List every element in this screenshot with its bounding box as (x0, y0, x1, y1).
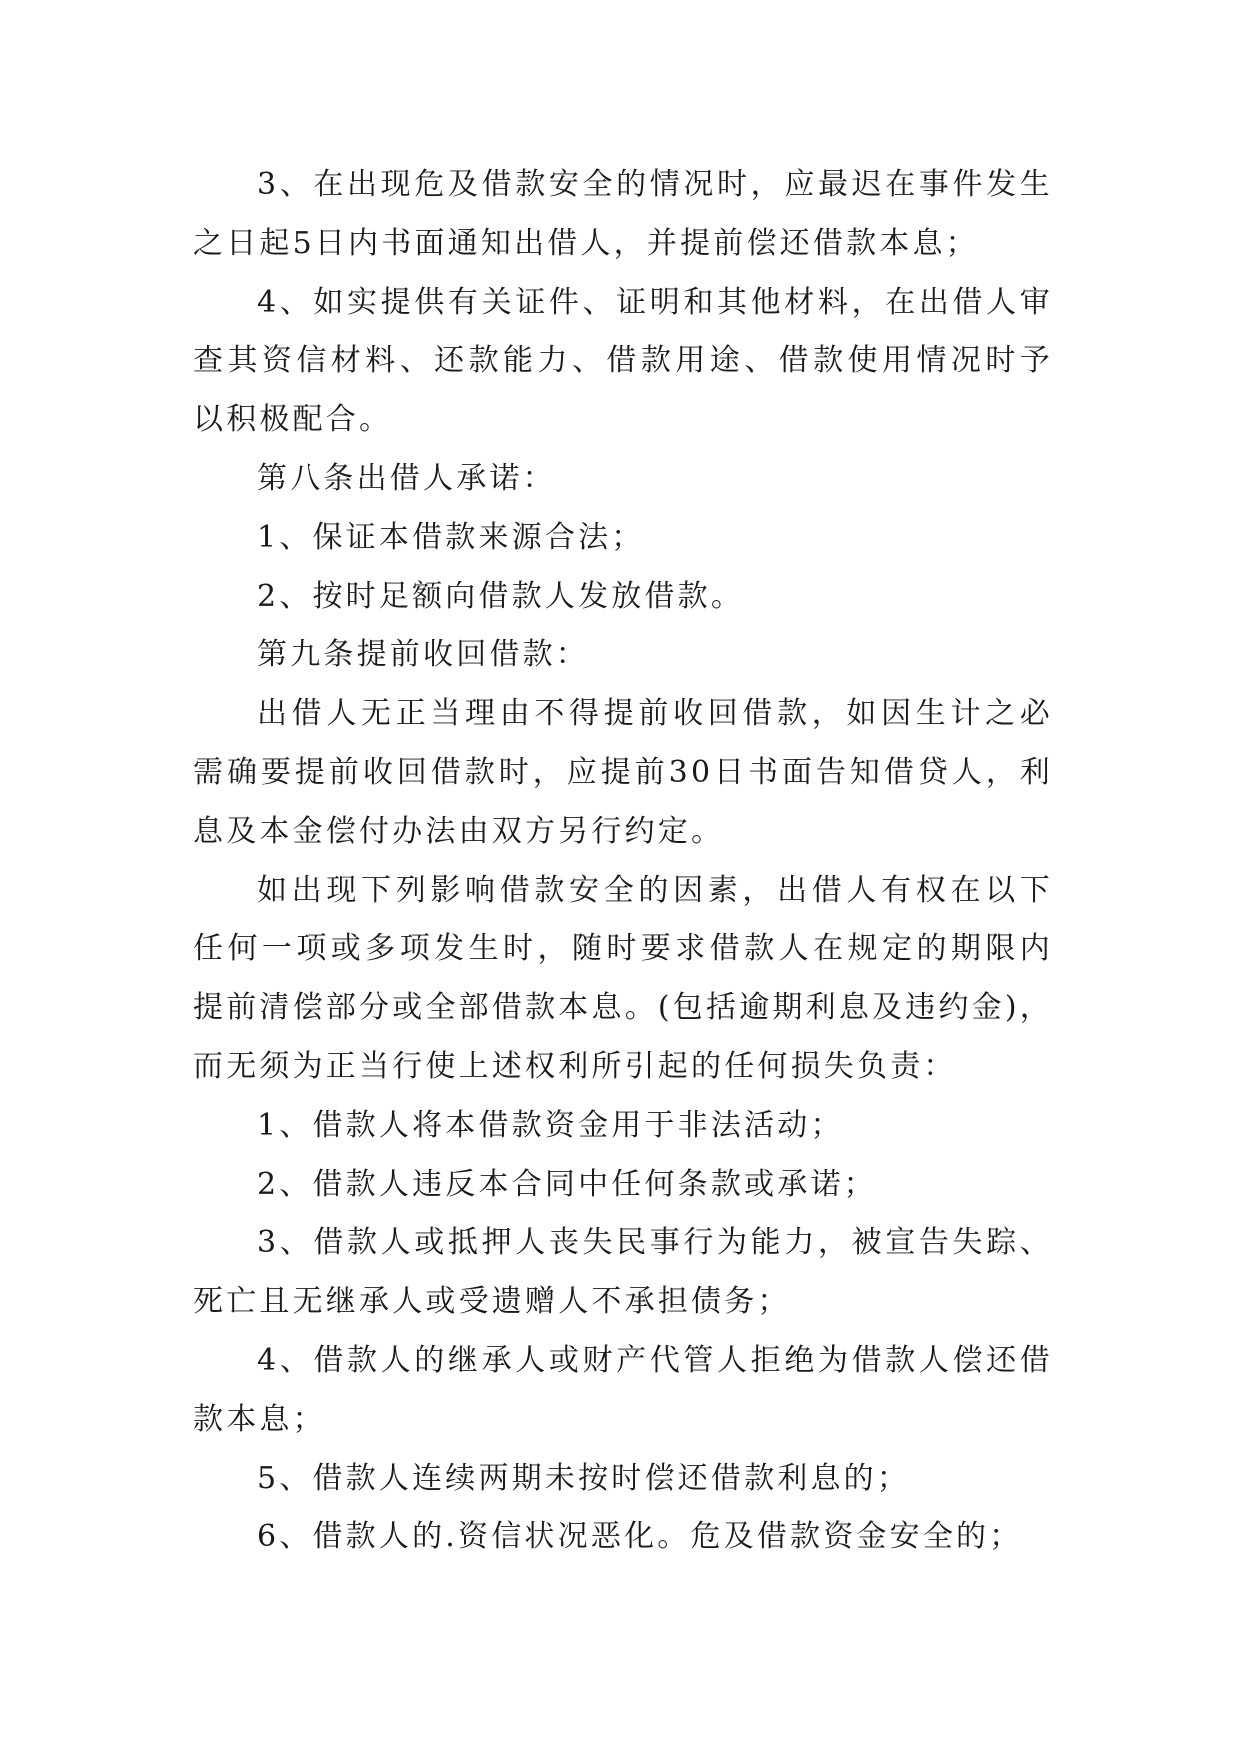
clause-paragraph: 6、借款人的.资信状况恶化。危及借款资金安全的； (257, 1519, 1023, 1555)
article-heading: 第八条出借人承诺： (257, 460, 556, 496)
clause-paragraph: 4、借款人的继承人或财产代管人拒绝为借款人偿还借款本息； (193, 1342, 1053, 1437)
clause-paragraph: 2、按时足额向借款人发放借款。 (257, 578, 745, 614)
clause-paragraph: 4、如实提供有关证件、证明和其他材料，在出借人审查其资信材料、还款能力、借款用途、借款使用情况时予以积极配合。 (193, 284, 1053, 438)
article-heading: 第九条提前收回借款： (257, 637, 589, 673)
body-paragraph: 如出现下列影响借款安全的因素，出借人有权在以下任何一项或多项发生时，随时要求借款人在规定的期限内提前清偿部分或全部借款本息。(包括逾期利息及违约金)，而无须为正当行使上述权利所引起的任何损失负责： (193, 872, 1053, 1084)
document-body (193, 156, 1053, 1567)
clause-paragraph: 1、借款人将本借款资金用于非法活动； (257, 1107, 844, 1143)
body-paragraph: 出借人无正当理由不得提前收回借款，如因生计之必需确要提前收回借款时，应提前30日书面告知借贷人，利息及本金偿付办法由双方另行约定。 (193, 696, 1053, 849)
clause-paragraph: 3、借款人或抵押人丧失民事行为能力，被宣告失踪、死亡且无继承人或受遗赠人不承担债务； (193, 1225, 1053, 1320)
clause-paragraph: 1、保证本借款来源合法； (257, 519, 645, 555)
clause-paragraph: 3、在出现危及借款安全的情况时，应最迟在事件发生之日起5日内书面通知出借人，并提前偿还借款本息； (193, 167, 1053, 261)
clause-paragraph: 2、借款人违反本合同中任何条款或承诺； (257, 1166, 877, 1202)
clause-paragraph: 5、借款人连续两期未按时偿还借款利息的； (257, 1460, 911, 1496)
